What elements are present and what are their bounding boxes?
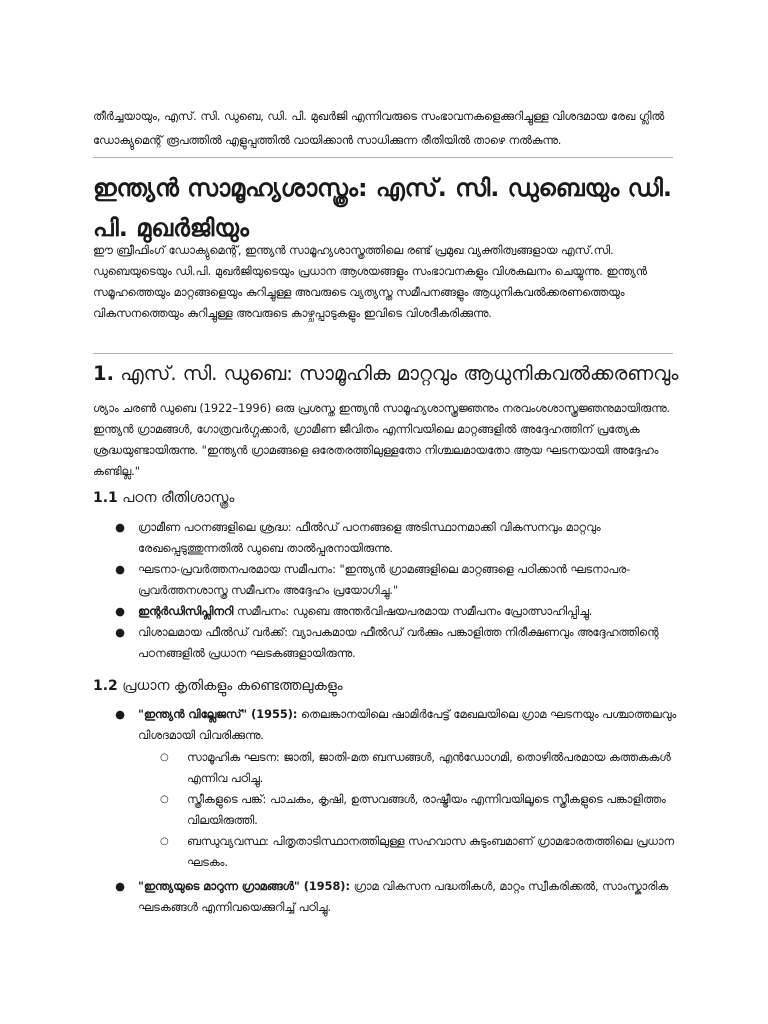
subsection-1-2-heading [93,676,343,696]
section1-number: 1. [93,362,114,385]
subsection-1-1-number: 1.1 [93,490,118,506]
sub-list-item-text: ബന്ധുവ്യവസ്ഥ: പിതൃതാടിസ്ഥാനത്തിലുള്ള സഹവാസ കുടുംബമാണ് ഗ്രാമഭാരതത്തിലെ പ്രധാന ഘടകം. [187,835,674,869]
bullet-icon: ● [115,708,125,721]
list-item-text: സമീപനം: ഡുബെ അന്തർവിഷയപരമായ സമീപനം പ്രോത്സാഹിപ്പിച്ചു. [233,605,593,618]
circle-bullet-icon: ○ [160,794,169,805]
work-subitems [138,747,683,873]
divider-section [93,353,673,354]
work-item [113,704,683,873]
section1-heading [93,361,678,387]
section1-paragraph: ശ്യാം ചരൺ ഡുബെ (1922–1996) ഒരു പ്രശസ്ത ഇന്ത്യൻ സാമൂഹ്യശാസ്ത്രജ്ഞനും നരവംശശാസ്ത്രജ്ഞനുമായിരുന്നു. ഇന്ത്യൻ ഗ്രാമങ്ങൾ, ഗോത്രവർഗ്ഗക്കാർ, ഗ്രാമീണ ജീവിതം എന്നിവയിലെ മാറ്റങ്ങളിൽ അദ്ദേഹത്തിന് പ്രത്യേക ശ്രദ്ധയുണ്ടായിരുന്നു. "ഇന്ത്യൻ ഗ്രാമങ്ങളെ ഒരേതരത്തിലുള്ളതോ നിശ്ചലമായതോ ആയ ഘടനയായി അദ്ദേഹം കണ്ടില്ല." [93,402,671,478]
list-item [113,601,683,622]
work-description: തെലങ്കാനയിലെ ഷാമിർപേട്ട് മേഖലയിലെ ഗ്രാമ ഘടനയും പശ്ചാത്തലവും വിശദമായി വിവരിക്കുന്നു. [138,708,677,742]
sub-list-item [138,789,683,831]
work-title: "ഇന്ത്യയുടെ മാറുന്ന ഗ്രാമങ്ങൾ" (1958): [138,880,350,893]
list-item [113,559,683,601]
work-item [113,876,683,918]
subsection-1-2-number: 1.2 [93,678,118,694]
work-title: "ഇന്ത്യൻ വില്ലേജസ്" (1955): [138,708,298,721]
sub-list-item [138,831,683,873]
methodology-list [113,517,683,664]
list-item [113,622,683,664]
list-item-text: ഘടനാ-പ്രവർത്തനപരമായ സമീപനം: "ഇന്ത്യൻ ഗ്രാമങ്ങളിലെ മാറ്റങ്ങളെ പഠിക്കാൻ ഘടനാപര-പ്രവർത്തനശാസ്ത്ര സമീപനം അദ്ദേഹം പ്രയോഗിച്ചു." [138,563,631,597]
bullet-icon: ● [115,605,125,618]
bullet-icon: ● [115,626,125,639]
list-item-text: ഗ്രാമീണ പഠനങ്ങളിലെ ശ്രദ്ധ: ഫീൽഡ് പഠനങ്ങളെ അടിസ്ഥാനമാക്കി വികസനവും മാറ്റവും രേഖപ്പെടുത്തുന്നതിൽ ഡുബെ താൽപ്പരനായിരുന്നു. [138,521,601,555]
summary-paragraph: ഈ ബ്രീഫിംഗ് ഡോക്യുമെന്റ്, ഇന്ത്യൻ സാമൂഹ്യശാസ്ത്രത്തിലെ രണ്ട് പ്രമുഖ വ്യക്തിത്വങ്ങളായ എസ്.സി. ഡുബെയുടെയും ഡി.പി. മുഖർജിയുടെയും പ്രധാന ആശയങ്ങളും സംഭാവനകളും വിശകലനം ചെയ്യുന്നു. ഇന്ത്യൻ സമൂഹത്തെയും മാറ്റങ്ങളെയും കുറിച്ചുള്ള അവരുടെ വ്യത്യസ്ത സമീപനങ്ങളും ആധുനികവൽക്കരണത്തെയും വികസനത്തെയും കുറിച്ചുള്ള അവരുടെ കാഴ്ചപ്പാടുകളും ഇവിടെ വിശദീകരിക്കുന്നു. [93,244,647,320]
circle-bullet-icon: ○ [160,836,169,847]
subsection-1-2-title: പ്രധാന കൃതികളും കണ്ടെത്തലുകളും [122,678,343,694]
intro-paragraph: തീർച്ചയായും, എസ്. സി. ഡുബെ, ഡി. പി. മുഖർജി എന്നിവരുടെ സംഭാവനകളെക്കുറിച്ചുള്ള വിശദമായ രേഖ ഗ്ലിൽ ഡോക്യുമെന്റ് രൂപത്തിൽ എളുപ്പത്തിൽ വായിക്കാൻ സാധിക്കുന്ന രീതിയിൽ താഴെ നൽകുന്നു. [93,110,665,148]
bullet-icon: ● [115,563,125,576]
divider-top [93,157,673,158]
bullet-icon: ● [115,880,125,893]
list-item-text: വിശാലമായ ഫീൽഡ് വർക്ക്: വ്യാപകമായ ഫീൽഡ് വർക്കും പങ്കാളിത്ത നിരീക്ഷണവും അദ്ദേഹത്തിന്റെ പഠനങ്ങളിൽ പ്രധാന ഘടകങ്ങളായിരുന്നു. [138,626,659,660]
list-item [113,517,683,559]
bullet-icon: ● [115,521,125,534]
page-title: ഇന്ത്യൻ സാമൂഹ്യശാസ്ത്രം: എസ്. സി. ഡുബെയും ഡി. പി. മുഖർജിയും [93,174,672,242]
subsection-1-1-title: പഠന രീതിശാസ്ത്രം [122,490,235,506]
list-item-bold: ഇന്റർഡിസിപ്ലിനറി [138,605,234,618]
work-description: ഗ്രാമ വികസന പദ്ധതികൾ, മാറ്റം സ്വീകരിക്കൽ, സാംസ്കാരിക ഘടകങ്ങൾ എന്നിവയെക്കുറിച്ച് പഠിച്ചു. [138,880,669,914]
sub-list-item-text: സ്ത്രീകളുടെ പങ്ക്: പാചകം, കൃഷി, ഉത്സവങ്ങൾ, രാഷ്ട്രീയം എന്നിവയിലൂടെ സ്ത്രീകളുടെ പങ്കാളിത്തം വിലയിരുത്തി. [187,793,666,827]
subsection-1-1-heading [93,488,234,508]
circle-bullet-icon: ○ [160,752,169,763]
section1-title: എസ്. സി. ഡുബെ: സാമൂഹിക മാറ്റവും ആധുനികവൽക്കരണവും [120,362,679,385]
sub-list-item [138,747,683,789]
works-list [113,704,683,918]
sub-list-item-text: സാമൂഹിക ഘടന: ജാതി, ജാതി-മത ബന്ധങ്ങൾ, എൻഡോഗമി, തൊഴിൽപരമായ കത്തകകൾ എന്നിവ പഠിച്ചു. [187,751,671,785]
